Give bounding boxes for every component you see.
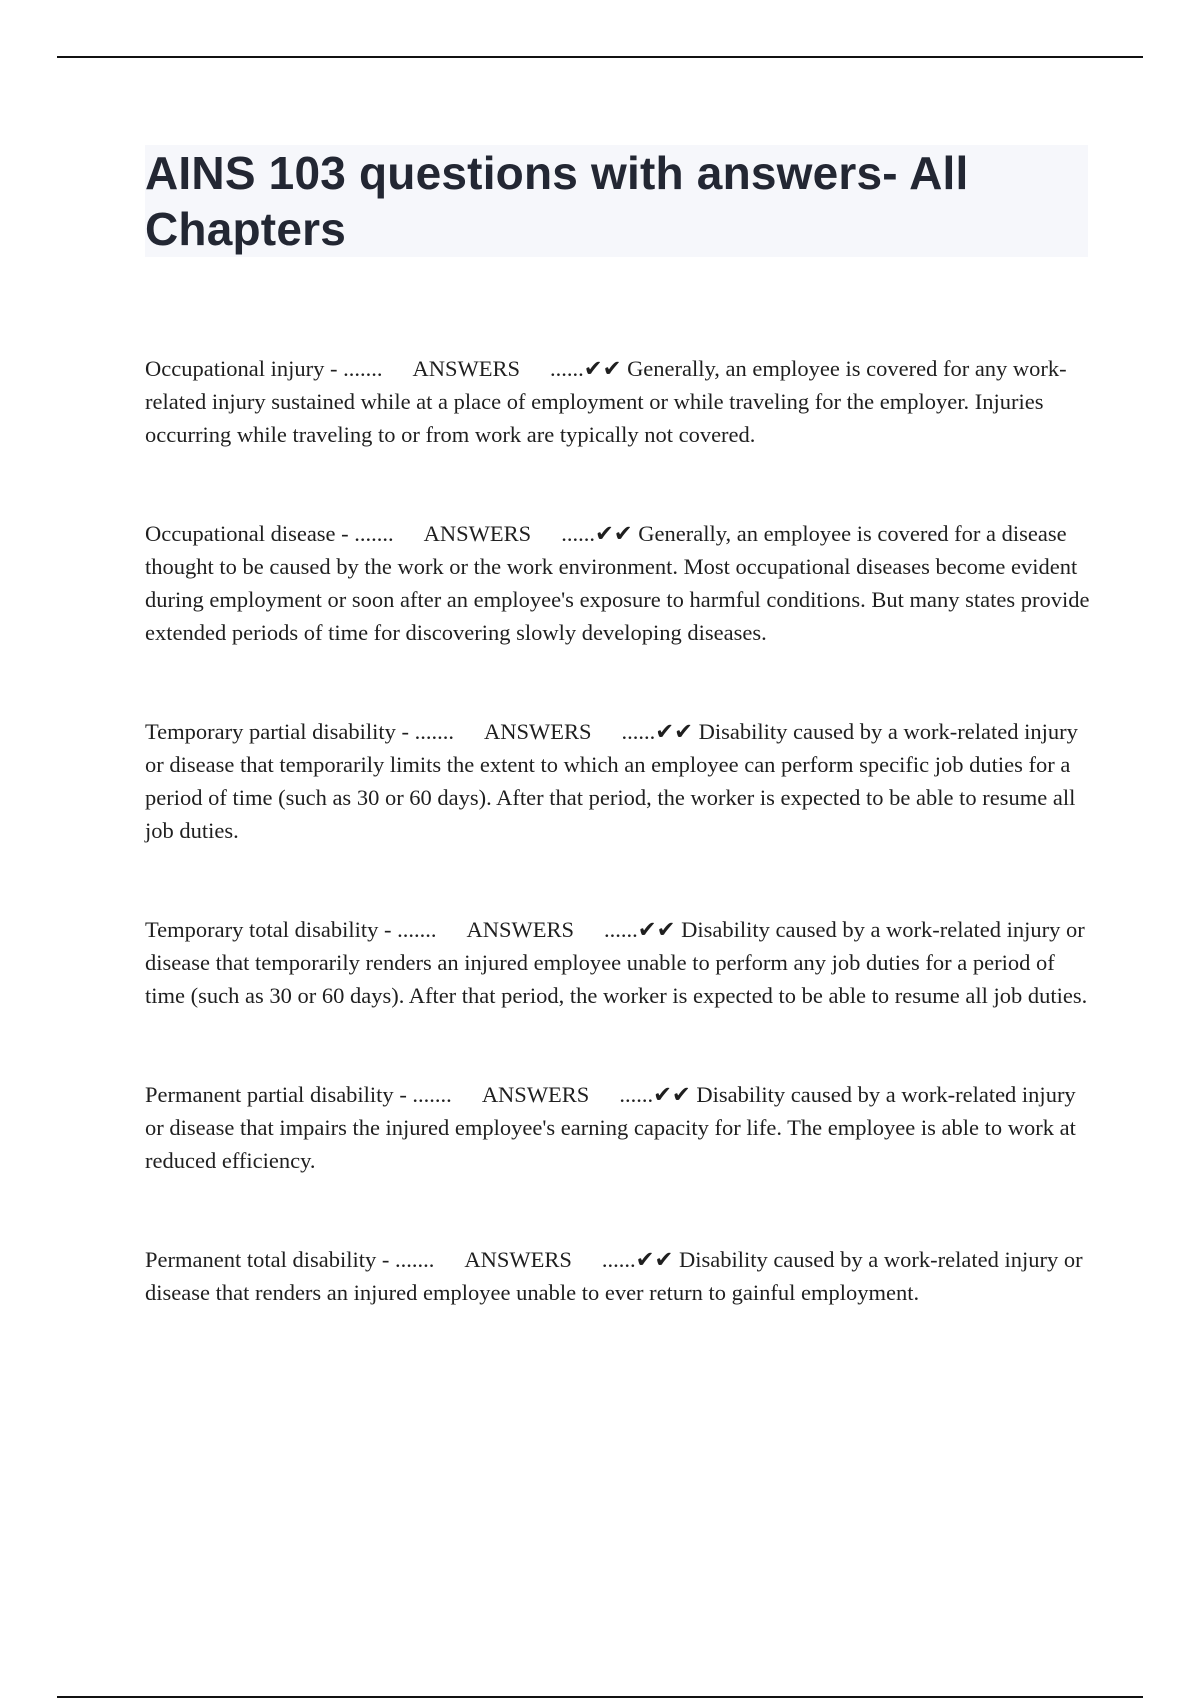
- entry-separator: - .......: [324, 356, 383, 381]
- entry-separator: - .......: [393, 1082, 452, 1107]
- qa-entry-temporary-partial-disability: [145, 715, 1090, 847]
- entry-answer: Disability caused by a work-related injury or disease that temporarily limits the extent to which an employee can perform specific job duties for a period of time (such as 30 or 60 days). After that period, the worker is expected to be able to resume all job duties.: [145, 719, 1078, 843]
- check-marker: ......✔✔: [549, 356, 622, 381]
- entry-separator: - .......: [395, 719, 454, 744]
- entry-answer: Generally, an employee is covered for a disease thought to be caused by the work or the work environment. Most occupational diseases become evident during employment or soon after an employee's exposure to harmful conditions. But many states provide extended periods of time for discovering slowly developing diseases.: [145, 521, 1090, 645]
- entry-answer: Disability caused by a work-related injury or disease that impairs the injured employee's earning capacity for life. The employee is able to work at reduced efficiency.: [145, 1082, 1076, 1173]
- top-rule: [57, 56, 1143, 58]
- entry-answer: Generally, an employee is covered for any work-related injury sustained while at a place of employment or while traveling for the employer. Injuries occurring while traveling to or from work are typically not covered.: [145, 356, 1067, 447]
- entry-term: Temporary partial disability: [145, 719, 396, 744]
- entry-answer: Disability caused by a work-related injury or disease that temporarily renders an injured employee unable to perform any job duties for a period of time (such as 30 or 60 days). After that period, the worker is expected to be able to resume all job duties.: [145, 917, 1088, 1008]
- document-title: AINS 103 questions with answers- All Chapters: [145, 147, 969, 255]
- answers-label: ANSWERS: [483, 719, 592, 744]
- check-marker: ......✔✔: [601, 1247, 674, 1272]
- qa-entry-temporary-total-disability: [145, 913, 1090, 1012]
- entry-term: Occupational disease: [145, 521, 336, 546]
- qa-entry-permanent-total-disability: [145, 1243, 1090, 1309]
- entry-separator: - .......: [378, 917, 437, 942]
- entry-term: Occupational injury: [145, 356, 325, 381]
- entry-separator: - .......: [376, 1247, 435, 1272]
- bottom-rule: [57, 1696, 1143, 1698]
- qa-entry-permanent-partial-disability: [145, 1078, 1090, 1177]
- answers-label: ANSWERS: [481, 1082, 590, 1107]
- entry-term: Permanent partial disability: [145, 1082, 394, 1107]
- entry-term: Temporary total disability: [145, 917, 379, 942]
- answers-label: ANSWERS: [464, 1247, 572, 1272]
- check-marker: ......✔✔: [621, 719, 693, 744]
- entry-separator: - .......: [335, 521, 394, 546]
- qa-list: [145, 352, 1090, 1309]
- check-marker: ......✔✔: [619, 1082, 691, 1107]
- check-marker: ......✔✔: [604, 917, 676, 942]
- qa-entry-occupational-disease: [145, 517, 1090, 649]
- qa-entry-occupational-injury: [145, 352, 1090, 451]
- entry-answer: Disability caused by a work-related injury or disease that renders an injured employee unable to ever return to gainful employment.: [145, 1247, 1083, 1305]
- title-box: [145, 145, 1088, 257]
- check-marker: ......✔✔: [561, 521, 633, 546]
- answers-label: ANSWERS: [466, 917, 575, 942]
- entry-term: Permanent total disability: [145, 1247, 377, 1272]
- answers-label: ANSWERS: [423, 521, 532, 546]
- answers-label: ANSWERS: [412, 356, 520, 381]
